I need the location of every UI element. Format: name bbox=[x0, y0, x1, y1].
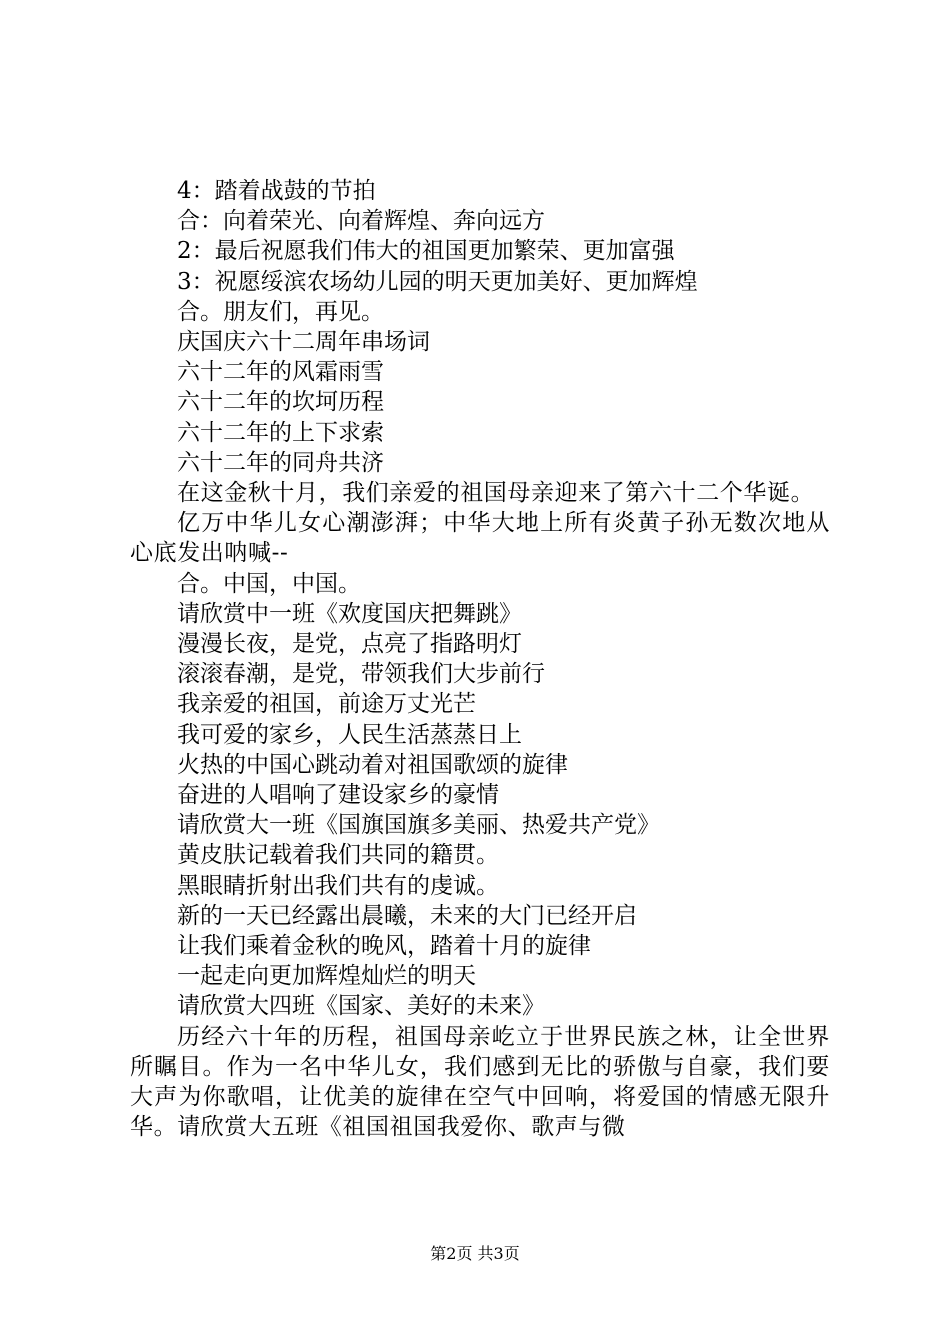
text-line: 黑眼睛折射出我们共有的虔诚。 bbox=[177, 872, 499, 899]
text-line: 一起走向更加辉煌灿烂的明天 bbox=[177, 963, 476, 990]
text-line: 庆国庆六十二周年串场词 bbox=[177, 329, 430, 356]
text-line: 黄皮肤记载着我们共同的籍贯。 bbox=[177, 842, 499, 869]
text-line: 请欣赏中一班《欢度国庆把舞跳》 bbox=[177, 600, 522, 627]
text-line: 奋进的人唱响了建设家乡的豪情 bbox=[177, 782, 499, 809]
text-line: 我可爱的家乡，人民生活蒸蒸日上 bbox=[177, 721, 522, 748]
document-body bbox=[130, 176, 830, 1143]
text-line: 合：向着荣光、向着辉煌、奔向远方 bbox=[177, 208, 545, 235]
text-line: 六十二年的同舟共济 bbox=[177, 449, 384, 476]
text-line: 请欣赏大四班《国家、美好的未来》 bbox=[177, 993, 545, 1020]
text-line: 漫漫长夜，是党，点亮了指路明灯 bbox=[177, 631, 522, 658]
text-line: 让我们乘着金秋的晚风，踏着十月的旋律 bbox=[177, 933, 591, 960]
text-line: 合。中国，中国。 bbox=[177, 570, 361, 597]
text-line: 滚滚春潮，是党，带领我们大步前行 bbox=[177, 661, 545, 688]
paragraph: 亿万中华儿女心潮澎湃；中华大地上所有炎黄子孙无数次地从心底发出呐喊-- bbox=[130, 510, 830, 567]
paragraph: 在这金秋十月，我们亲爱的祖国母亲迎来了第六十二个华诞。 bbox=[177, 480, 815, 507]
text-line: 六十二年的风霜雨雪 bbox=[177, 359, 384, 386]
text-line: 4：踏着战鼓的节拍 bbox=[177, 178, 376, 204]
text-line: 六十二年的坎坷历程 bbox=[177, 389, 384, 416]
paragraph: 历经六十年的历程，祖国母亲屹立于世界民族之林，让全世界所瞩目。作为一名中华儿女，我们感到无比的骄傲与自豪，我们要大声为你歌唱，让优美的旋律在空气中回响，将爱国的情感无限升华。请欣赏大五班《祖国祖国我爱你、歌声与微 bbox=[130, 1023, 830, 1141]
page-number: 第2页 共3页 bbox=[430, 1244, 520, 1263]
text-line: 我亲爱的祖国，前途万丈光芒 bbox=[177, 691, 476, 718]
text-line: 火热的中国心跳动着对祖国歌颂的旋律 bbox=[177, 751, 568, 778]
text-line: 新的一天已经露出晨曦，未来的大门已经开启 bbox=[177, 902, 637, 929]
text-line: 合。朋友们，再见。 bbox=[177, 298, 384, 325]
text-line: 3：祝愿绥滨农场幼儿园的明天更加美好、更加辉煌 bbox=[177, 268, 698, 295]
page-footer bbox=[0, 1244, 950, 1264]
text-line: 请欣赏大一班《国旗国旗多美丽、热爱共产党》 bbox=[177, 812, 660, 839]
text-line: 2：最后祝愿我们伟大的祖国更加繁荣、更加富强 bbox=[177, 238, 675, 265]
text-line: 六十二年的上下求索 bbox=[177, 419, 384, 446]
